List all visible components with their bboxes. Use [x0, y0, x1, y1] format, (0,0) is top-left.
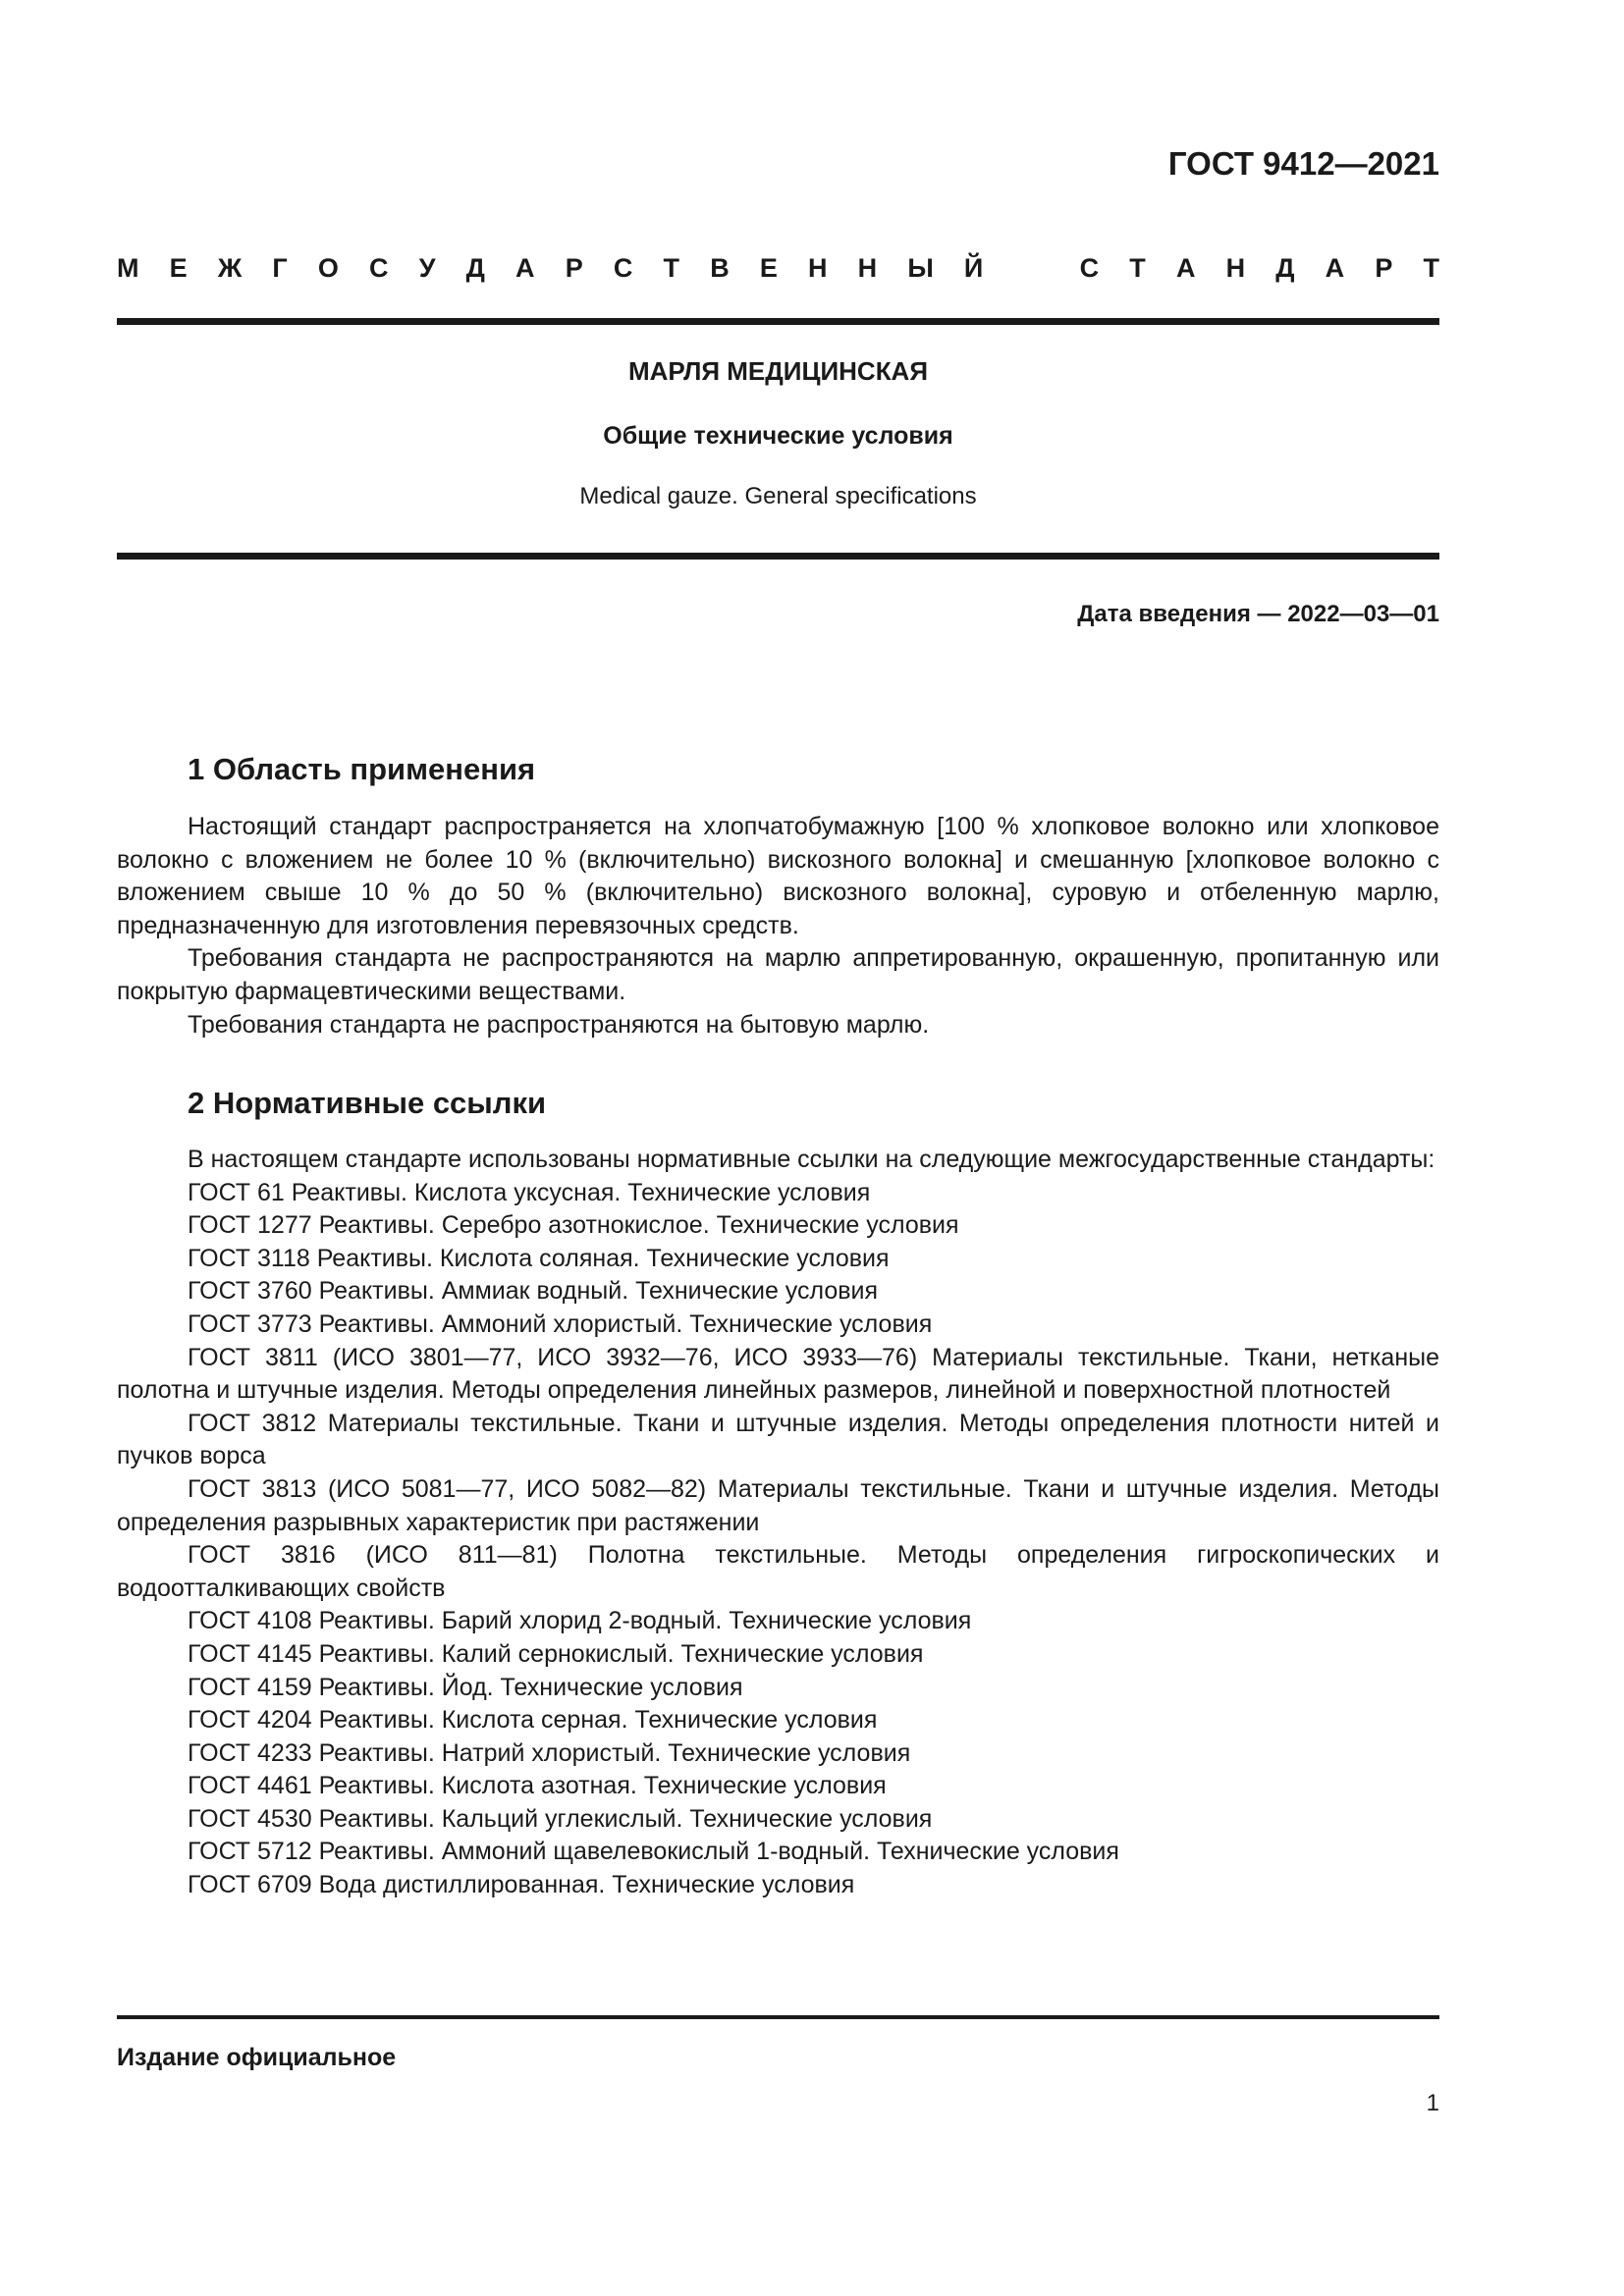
standard-type-banner	[117, 253, 1439, 284]
reference-item: ГОСТ 4204 Реактивы. Кислота серная. Технические условия	[188, 1706, 878, 1735]
header-divider	[117, 318, 1439, 325]
banner-letter: У	[418, 253, 436, 283]
banner-letter: Д	[465, 253, 485, 283]
reference-item: ГОСТ 3813 (ИСО 5081—77, ИСО 5082—82) Материалы текстильные. Ткани и штучные изделия. Методы определения разрывных характеристик при растяжении	[117, 1474, 1439, 1536]
banner-letter: Г	[272, 253, 288, 283]
title-divider	[117, 553, 1439, 560]
reference-item: ГОСТ 4461 Реактивы. Кислота азотная. Технические условия	[188, 1772, 887, 1800]
reference-item: ГОСТ 4108 Реактивы. Барий хлорид 2-водный. Технические условия	[188, 1607, 972, 1635]
paragraph: Настоящий стандарт распространяется на хлопчатобумажную [100 % хлопковое волокно или хлопковое волокно с вложением не более 10 % (включительно) вискозного волокна] и смешанную [хлопковое волокно с вложением свыше 10 % до 50 % (включительно) вискозного волокна], суровую и отбеленную марлю, предназначенную для изготовления перевязочных средств.	[117, 813, 1439, 939]
banner-letter: Н	[1225, 253, 1246, 283]
banner-letter: Н	[857, 253, 878, 283]
document-page	[117, 0, 1439, 2296]
reference-item: ГОСТ 4530 Реактивы. Кальций углекислый. Технические условия	[188, 1804, 933, 1833]
banner-letter: А	[1175, 253, 1196, 283]
banner-letter: А	[1325, 253, 1345, 283]
banner-letter: С	[369, 253, 389, 283]
reference-item: ГОСТ 3118 Реактивы. Кислота соляная. Технические условия	[188, 1244, 890, 1272]
reference-item: ГОСТ 61 Реактивы. Кислота уксусная. Технические условия	[188, 1178, 871, 1206]
reference-item: ГОСТ 6709 Вода дистиллированная. Технические условия	[188, 1871, 855, 1899]
banner-letter: С	[1079, 253, 1100, 283]
banner-letter: А	[515, 253, 535, 283]
page-number: 1	[1426, 2090, 1439, 2116]
banner-letter: Н	[808, 253, 828, 283]
paragraph: Требования стандарта не распространяются на бытовую марлю.	[188, 1010, 930, 1039]
reference-item: ГОСТ 1277 Реактивы. Серебро азотнокислое. Технические условия	[188, 1211, 959, 1240]
reference-item: ГОСТ 4145 Реактивы. Калий сернокислый. Технические условия	[188, 1639, 924, 1668]
banner-letter: Ы	[907, 253, 934, 283]
banner-letter: Р	[565, 253, 583, 283]
banner-letter: Й	[963, 253, 984, 283]
section-2-body	[117, 1144, 1439, 1902]
banner-letter: М	[117, 253, 139, 283]
banner-letter: Р	[1375, 253, 1393, 283]
reference-item: ГОСТ 5712 Реактивы. Аммоний щавелевокислый 1-водный. Технические условия	[188, 1838, 1119, 1866]
banner-letter: Т	[1423, 253, 1439, 283]
section-2-heading: 2 Нормативные ссылки	[188, 1086, 547, 1120]
document-title-english: Medical gauze. General specifications	[579, 483, 977, 509]
reference-item: ГОСТ 4159 Реактивы. Йод. Технические условия	[188, 1673, 743, 1701]
banner-letter: Ж	[217, 253, 243, 283]
paragraph: Требования стандарта не распространяются на марлю аппретированную, окрашенную, пропитанную или покрытую фармацевтическими веществами.	[117, 944, 1439, 1005]
document-number: ГОСТ 9412—2021	[1167, 145, 1439, 182]
footer-divider	[117, 2015, 1439, 2019]
paragraph: В настоящем стандарте использованы нормативные ссылки на следующие межгосударственные стандарты:	[188, 1146, 1435, 1173]
reference-item: ГОСТ 3812 Материалы текстильные. Ткани и штучные изделия. Методы определения плотности нитей и пучков ворса	[117, 1409, 1439, 1470]
banner-letter: В	[710, 253, 730, 283]
banner-letter: О	[317, 253, 339, 283]
banner-letter: Т	[1129, 253, 1146, 283]
document-title: МАРЛЯ МЕДИЦИНСКАЯ	[627, 356, 929, 386]
banner-letter: Д	[1275, 253, 1295, 283]
introduction-date: Дата введения — 2022—03—01	[1077, 601, 1439, 627]
reference-item: ГОСТ 3773 Реактивы. Аммоний хлористый. Технические условия	[188, 1309, 933, 1338]
edition-label: Издание официальное	[117, 2044, 397, 2071]
reference-item: ГОСТ 3816 (ИСО 811—81) Полотна текстильные. Методы определения гигроскопических и водоотталкивающих свойств	[117, 1541, 1439, 1602]
banner-word-gap	[1013, 253, 1049, 284]
banner-letter: Т	[663, 253, 680, 283]
reference-item: ГОСТ 4233 Реактивы. Натрий хлористый. Технические условия	[188, 1738, 911, 1767]
section-1-heading: 1 Область применения	[188, 752, 536, 786]
section-1-body	[117, 811, 1439, 1041]
banner-letter: Е	[169, 253, 188, 283]
document-subtitle: Общие технические условия	[603, 422, 953, 450]
reference-item: ГОСТ 3811 (ИСО 3801—77, ИСО 3932—76, ИСО 3933—76) Материалы текстильные. Ткани, нетканые полотна и штучные изделия. Методы определения линейных размеров, линейной и поверхностной плотностей	[117, 1343, 1439, 1405]
reference-item: ГОСТ 3760 Реактивы. Аммиак водный. Технические условия	[188, 1277, 879, 1306]
banner-letter: Е	[759, 253, 778, 283]
banner-letter: С	[613, 253, 633, 283]
